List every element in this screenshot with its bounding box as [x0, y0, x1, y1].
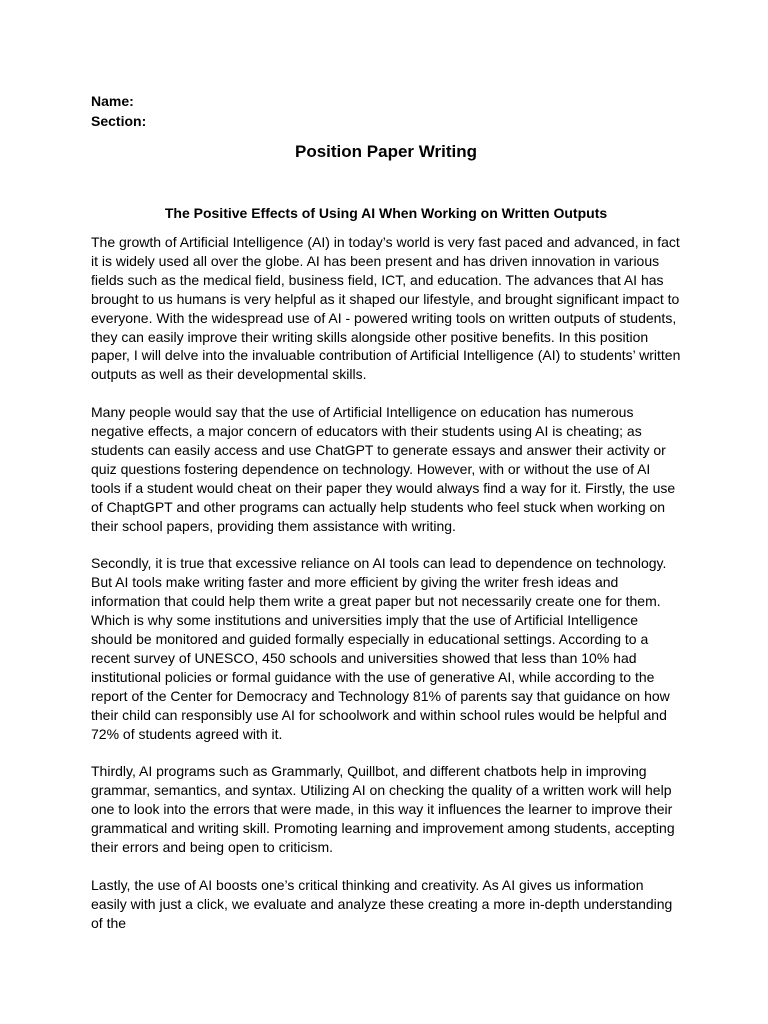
document-page	[91, 91, 681, 932]
document-title: Position Paper Writing	[295, 142, 477, 161]
paragraph-introduction: The growth of Artificial Intelligence (AI) in today’s world is very fast paced and advanced, in fact it is widely used all over the globe. AI has been present and has driven innovation in various fields such as the medical field, business field, ICT, and education. The advances that AI has brought to us humans is very helpful as it shaped our lifestyle, and brought significant impact to everyone. With the widespread use of AI - powered writing tools on written outputs of students, they can easily improve their writing skills alongside other positive benefits. In this position paper, I will delve into the invaluable contribution of Artificial Intelligence (AI) to students’ written outputs as well as their developmental skills.	[91, 234, 681, 383]
section-label: Section:	[91, 113, 147, 129]
document-subtitle: The Positive Effects of Using AI When Working on Written Outputs	[164, 205, 608, 221]
paragraph-thirdly: Thirdly, AI programs such as Grammarly, Quillbot, and different chatbots help in improving grammar, semantics, and syntax. Utilizing AI on checking the quality of a written work will help one to look into the errors that were made, in this way it influences the learner to improve their grammatical and writing skill. Promoting learning and improvement among students, accepting their errors and being open to criticism.	[91, 763, 675, 855]
paragraph-lastly: Lastly, the use of AI boosts one’s critical thinking and creativity. As AI gives us information easily with just a click, we evaluate and analyze these creating a more in-depth understanding of the	[91, 876, 673, 931]
paragraph-secondly: Secondly, it is true that excessive reliance on AI tools can lead to dependence on technology. But AI tools make writing faster and more efficient by giving the writer fresh ideas and information that could help them write a great paper but not necessarily create one for them. Which is why some institutions and universities imply that the use of Artificial Intelligence should be monitored and guided formally especially in educational settings. According to a recent survey of UNESCO, 450 schools and universities showed that less than 10% had institutional policies or formal guidance with the use of generative AI, while according to the report of the Center for Democracy and Technology 81% of parents say that guidance on how their child can responsibly use AI for schoolwork and within school rules would be helpful and 72% of students agreed with it.	[91, 555, 670, 742]
paragraph-counterargument: Many people would say that the use of Artificial Intelligence on education has numerous negative effects, a major concern of educators with their students using AI is cheating; as students can easily access and use ChatGPT to generate essays and answer their activity or quiz questions fostering dependence on technology. However, with or without the use of AI tools if a student would cheat on their paper they would always find a way for it. Firstly, the use of ChaptGPT and other programs can actually help students who feel stuck when working on their school papers, providing them assistance with writing.	[91, 404, 676, 534]
name-label: Name:	[91, 93, 134, 109]
